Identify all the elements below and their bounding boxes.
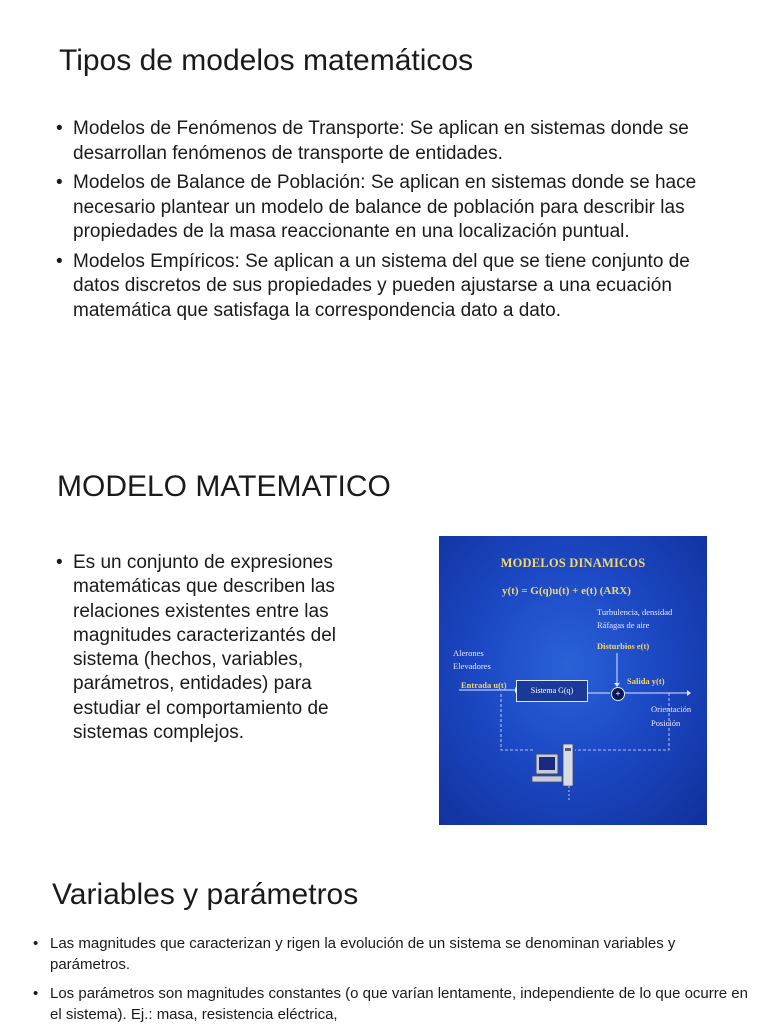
figure-equation: y(t) = G(q)u(t) + e(t) (ARX): [502, 585, 631, 597]
turbulence-label: Turbulencia, densidad: [597, 607, 673, 617]
ailerons-label: Alerones: [453, 648, 484, 658]
bullet-item: • Modelos de Balance de Población: Se aplican en sistemas donde se hace necesario plantear un modelo de balance de población para describir las propiedades de la masa reaccionante en una localización puntual.: [56, 171, 736, 245]
input-label: Entrada u(t): [461, 680, 507, 690]
slide-tipos-modelos: [0, 0, 768, 420]
slide-variables-parametros: [0, 860, 768, 1024]
gusts-label: Ráfagas de aire: [597, 620, 650, 630]
slide-title: MODELO MATEMATICO: [57, 470, 391, 503]
bullet-item: • Es un conjunto de expresiones matemáticas que describen las relaciones existentes entre las magnitudes caracterizantés del sistema (hechos, variables, parámetros, entidades) para estudiar el comportamiento de sistemas complejos.: [56, 551, 376, 745]
elevators-label: Elevadores: [453, 661, 491, 671]
orientation-label: Orientación: [651, 704, 692, 714]
bullet-item: • Las magnitudes que caracterizan y rigen la evolución de un sistema se denominan variables y parámetros.: [33, 933, 753, 975]
slide-title: Tipos de modelos matemáticos: [59, 44, 474, 77]
slide-modelo-matematico: [0, 420, 768, 860]
bullet-list: [33, 933, 753, 1033]
summing-junction: +: [611, 687, 625, 701]
bullet-item: • Los parámetros son magnitudes constantes (o que varían lentamente, independiente de lo que ocurre en el sistema). Ej.: masa, resistencia eléctrica,: [33, 983, 753, 1025]
position-label: Posición: [651, 718, 681, 728]
system-block: Sistema G(q): [516, 680, 588, 702]
output-arrowhead: [687, 690, 691, 696]
bullet-list: [56, 551, 376, 745]
output-label: Salida y(t): [627, 676, 665, 686]
computer-icon: [532, 744, 573, 786]
slide-title: Variables y parámetros: [52, 878, 359, 911]
dynamic-models-figure: [439, 536, 707, 825]
bullet-item: • Modelos Empíricos: Se aplican a un sistema del que se tiene conjunto de datos discretos de sus propiedades y pueden ajustarse a una ecuación matemática que satisfaga la correspondencia dato a dato.: [56, 250, 736, 324]
figure-title: MODELOS DINAMICOS: [500, 556, 646, 570]
bullet-list: [56, 117, 736, 328]
disturbance-label: Disturbios e(t): [597, 641, 650, 651]
bullet-item: • Modelos de Fenómenos de Transporte: Se aplican en sistemas donde se desarrollan fenómenos de transporte de entidades.: [56, 117, 736, 166]
